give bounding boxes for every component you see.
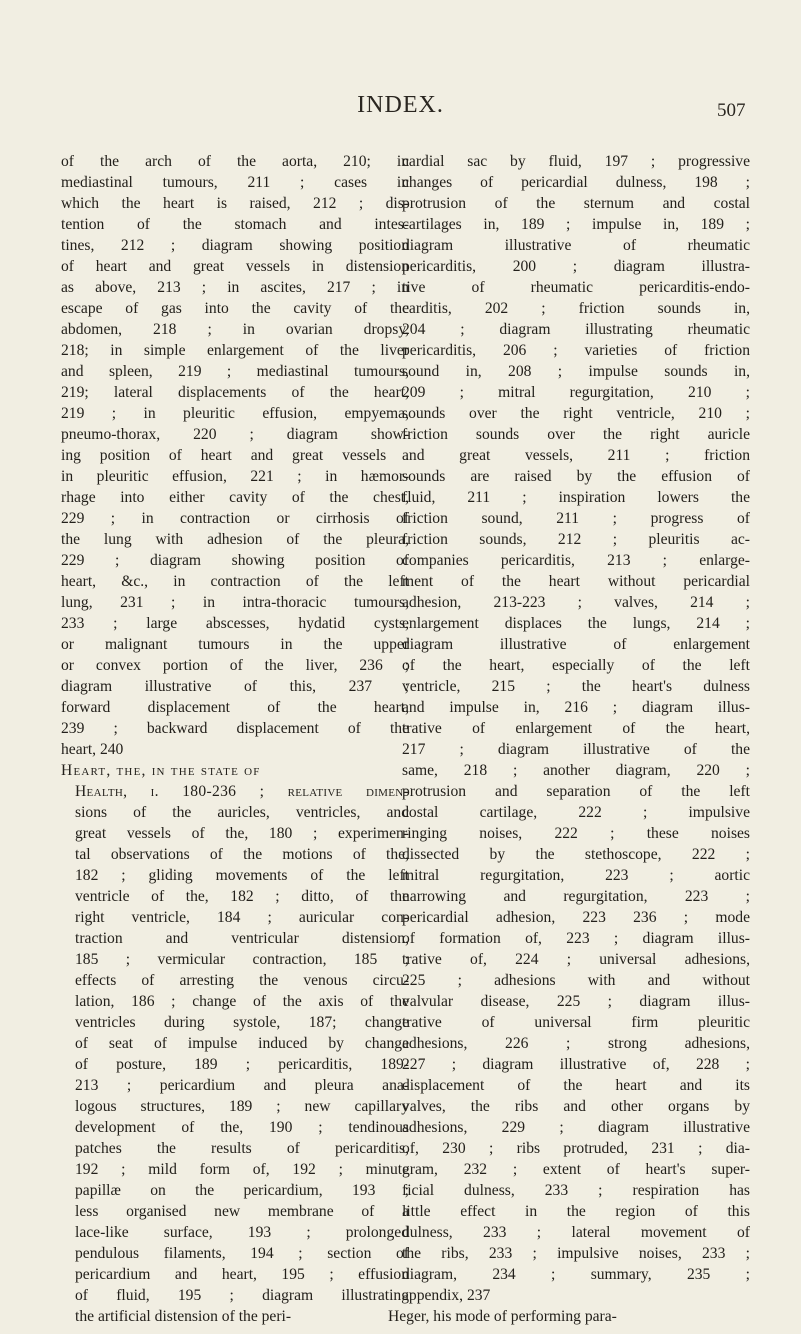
index-line: of, 230 ; ribs protruded, 231 ; dia- bbox=[402, 1140, 750, 1157]
index-line: 192 ; mild form of, 192 ; minute bbox=[75, 1161, 409, 1178]
index-line: ing position of heart and great vessels . bbox=[61, 447, 409, 464]
index-line: lace-like surface, 193 ; prolonged bbox=[75, 1224, 409, 1241]
index-line: gram, 232 ; extent of heart's super- bbox=[402, 1161, 750, 1178]
index-line: 213 ; pericardium and pleura ana- bbox=[75, 1077, 409, 1094]
index-line: ventricle of the, 182 ; ditto, of the bbox=[75, 888, 409, 905]
index-line: carditis, 202 ; friction sounds in, bbox=[402, 300, 750, 317]
index-line: tive of rheumatic pericarditis-endo- bbox=[402, 279, 750, 296]
index-line: of heart and great vessels in distension bbox=[61, 258, 409, 275]
index-line: or convex portion of the liver, 236 ; bbox=[61, 657, 409, 674]
index-line: valves, the ribs and other organs by bbox=[402, 1098, 750, 1115]
index-line: effects of arresting the venous circu- bbox=[75, 972, 409, 989]
index-line: and impulse in, 216 ; diagram illus- bbox=[402, 699, 750, 716]
index-line: less organised new membrane of a bbox=[75, 1203, 409, 1220]
index-line: fluid, 211 ; inspiration lowers the bbox=[402, 489, 750, 506]
index-line: changes of pericardial dulness, 198 ; bbox=[402, 174, 750, 191]
index-line: dulness, 233 ; lateral movement of bbox=[402, 1224, 750, 1241]
left-column-entry-continuation bbox=[61, 151, 409, 760]
index-line: of the arch of the aorta, 210; in bbox=[61, 153, 409, 170]
index-line: sions of the auricles, ventricles, and bbox=[75, 804, 409, 821]
index-line: 182 ; gliding movements of the left bbox=[75, 867, 409, 884]
index-entry-heart-health bbox=[61, 760, 409, 1327]
index-line: costal cartilage, 222 ; impulsive bbox=[402, 804, 750, 821]
index-line: companies pericarditis, 213 ; enlarge- bbox=[402, 552, 750, 569]
index-line: 218; in simple enlargement of the liver bbox=[61, 342, 409, 359]
index-line: 204 ; diagram illustrating rheumatic bbox=[402, 321, 750, 338]
index-line: little effect in the region of this bbox=[402, 1203, 750, 1220]
index-line: forward displacement of the heart, bbox=[61, 699, 409, 716]
index-line: diagram illustrative of this, 237 ; bbox=[61, 678, 409, 695]
index-line: 229 ; diagram showing position of bbox=[61, 552, 409, 569]
index-line: same, 218 ; another diagram, 220 ; bbox=[402, 762, 750, 779]
index-line: friction sounds over the right auricle bbox=[402, 426, 750, 443]
index-line: ventricles during systole, 187; change bbox=[75, 1014, 409, 1031]
right-column bbox=[388, 151, 750, 1327]
index-line: papillæ on the pericardium, 193 ; bbox=[75, 1182, 409, 1199]
index-line: pendulous filaments, 194 ; section of bbox=[75, 1245, 409, 1262]
index-line: abdomen, 218 ; in ovarian dropsy, bbox=[61, 321, 409, 338]
index-line: adhesions, 226 ; strong adhesions, bbox=[402, 1035, 750, 1052]
index-line: of formation of, 223 ; diagram illus- bbox=[402, 930, 750, 947]
index-line: tal observations of the motions of the, bbox=[75, 846, 409, 863]
index-line: 229 ; in contraction or cirrhosis of bbox=[61, 510, 409, 527]
index-line: and spleen, 219 ; mediastinal tumours, bbox=[61, 363, 409, 380]
index-line: trative of enlargement of the heart, bbox=[402, 720, 750, 737]
index-line: 217 ; diagram illustrative of the bbox=[402, 741, 750, 758]
index-line: which the heart is raised, 212 ; dis- bbox=[61, 195, 409, 212]
index-line: ment of the heart without pericardial bbox=[402, 573, 750, 590]
index-line: appendix, 237 bbox=[402, 1287, 491, 1304]
index-line: ficial dulness, 233 ; respiration has bbox=[402, 1182, 750, 1199]
index-line: 239 ; backward displacement of the bbox=[61, 720, 409, 737]
index-line: heart, 240 bbox=[61, 741, 124, 758]
index-line: as above, 213 ; in ascites, 217 ; in bbox=[61, 279, 409, 296]
index-line: sound in, 208 ; impulse sounds in, bbox=[402, 363, 750, 380]
index-line: adhesion, 213-223 ; valves, 214 ; bbox=[402, 594, 750, 611]
index-line: trative of universal firm pleuritic bbox=[402, 1014, 750, 1031]
index-line: pericarditis, 200 ; diagram illustra- bbox=[402, 258, 750, 275]
index-line: the artificial distension of the peri- bbox=[75, 1308, 292, 1325]
index-entry-heger: Heger, his mode of performing para- bbox=[388, 1308, 617, 1325]
index-line: ringing noises, 222 ; these noises bbox=[402, 825, 750, 842]
index-line: 225 ; adhesions with and without bbox=[402, 972, 750, 989]
index-line: right ventricle, 184 ; auricular con- bbox=[75, 909, 409, 926]
index-line: protrusion of the sternum and costal bbox=[402, 195, 750, 212]
index-line: cardial sac by fluid, 197 ; progressive bbox=[402, 153, 750, 170]
index-line: sounds are raised by the effusion of bbox=[402, 468, 750, 485]
index-line: logous structures, 189 ; new capillary bbox=[75, 1098, 409, 1115]
index-line: the ribs, 233 ; impulsive noises, 233 ; bbox=[402, 1245, 750, 1262]
index-line: great vessels of the, 180 ; experimen- bbox=[75, 825, 409, 842]
index-line: development of the, 190 ; tendinous bbox=[75, 1119, 409, 1136]
index-line: in pleuritic effusion, 221 ; in hæmor- bbox=[61, 468, 409, 485]
index-line: patches the results of pericarditis, bbox=[75, 1140, 409, 1157]
index-line: diagram illustrative of rheumatic bbox=[402, 237, 750, 254]
index-line: friction sounds, 212 ; pleuritis ac- bbox=[402, 531, 750, 548]
index-line: and great vessels, 211 ; friction bbox=[402, 447, 750, 464]
index-line: pericardial adhesion, 223 236 ; mode bbox=[402, 909, 750, 926]
index-line: trative of, 224 ; universal adhesions, bbox=[402, 951, 750, 968]
index-line: narrowing and regurgitation, 223 ; bbox=[402, 888, 750, 905]
index-line: lation, 186 ; change of the axis of the bbox=[75, 993, 409, 1010]
index-line: pericarditis, 206 ; varieties of friction bbox=[402, 342, 750, 359]
index-line: 219; lateral displacements of the heart, bbox=[61, 384, 409, 401]
index-line: cartilages in, 189 ; impulse in, 189 ; bbox=[402, 216, 750, 233]
index-line: 185 ; vermicular contraction, 185 ; bbox=[75, 951, 409, 968]
index-line: diagram, 234 ; summary, 235 ; bbox=[402, 1266, 750, 1283]
index-line: or malignant tumours in the upper bbox=[61, 636, 409, 653]
index-line: diagram illustrative of enlargement bbox=[402, 636, 750, 653]
index-line: of fluid, 195 ; diagram illustrating bbox=[75, 1287, 409, 1304]
index-line: lung, 231 ; in intra-thoracic tumours, bbox=[61, 594, 409, 611]
index-line: of posture, 189 ; pericarditis, 189- bbox=[75, 1056, 409, 1073]
index-line: tention of the stomach and intes- bbox=[61, 216, 409, 233]
index-line: traction and ventricular distension, bbox=[75, 930, 409, 947]
index-line: pneumo-thorax, 220 ; diagram show- bbox=[61, 426, 409, 443]
index-line: protrusion and separation of the left bbox=[402, 783, 750, 800]
index-line: ventricle, 215 ; the heart's dulness bbox=[402, 678, 750, 695]
right-column-entry-continuation bbox=[402, 151, 750, 1306]
index-line: of seat of impulse induced by change bbox=[75, 1035, 409, 1052]
index-entry-heading: Heart, the, in the state of bbox=[61, 762, 261, 779]
index-line: sounds over the right ventricle, 210 ; bbox=[402, 405, 750, 422]
index-line: valvular disease, 225 ; diagram illus- bbox=[402, 993, 750, 1010]
left-column bbox=[61, 151, 409, 1327]
page-number: 507 bbox=[717, 100, 746, 121]
index-line: dissected by the stethoscope, 222 ; bbox=[402, 846, 750, 863]
index-line: 219 ; in pleuritic effusion, empyema, bbox=[61, 405, 409, 422]
index-line: escape of gas into the cavity of the bbox=[61, 300, 409, 317]
index-line: 209 ; mitral regurgitation, 210 ; bbox=[402, 384, 750, 401]
index-entry-body bbox=[61, 781, 409, 1327]
index-line: mitral regurgitation, 223 ; aortic bbox=[402, 867, 750, 884]
index-line: 227 ; diagram illustrative of, 228 ; bbox=[402, 1056, 750, 1073]
index-line: tines, 212 ; diagram showing position bbox=[61, 237, 409, 254]
index-line: friction sound, 211 ; progress of bbox=[402, 510, 750, 527]
index-line: displacement of the heart and its bbox=[402, 1077, 750, 1094]
index-line: pericardium and heart, 195 ; effusion bbox=[75, 1266, 409, 1283]
index-line: enlargement displaces the lungs, 214 ; bbox=[402, 615, 750, 632]
index-line: heart, &c., in contraction of the left bbox=[61, 573, 409, 590]
page-header-title: INDEX. bbox=[357, 92, 444, 118]
index-line: mediastinal tumours, 211 ; cases in bbox=[61, 174, 409, 191]
index-line: rhage into either cavity of the chest, bbox=[61, 489, 409, 506]
index-line: adhesions, 229 ; diagram illustrative bbox=[402, 1119, 750, 1136]
index-line: 233 ; large abscesses, hydatid cysts, bbox=[61, 615, 409, 632]
index-line: Health, i. 180-236 ; relative dimen- bbox=[75, 783, 409, 800]
index-line: of the heart, especially of the left bbox=[402, 657, 750, 674]
index-line: the lung with adhesion of the pleura, bbox=[61, 531, 409, 548]
